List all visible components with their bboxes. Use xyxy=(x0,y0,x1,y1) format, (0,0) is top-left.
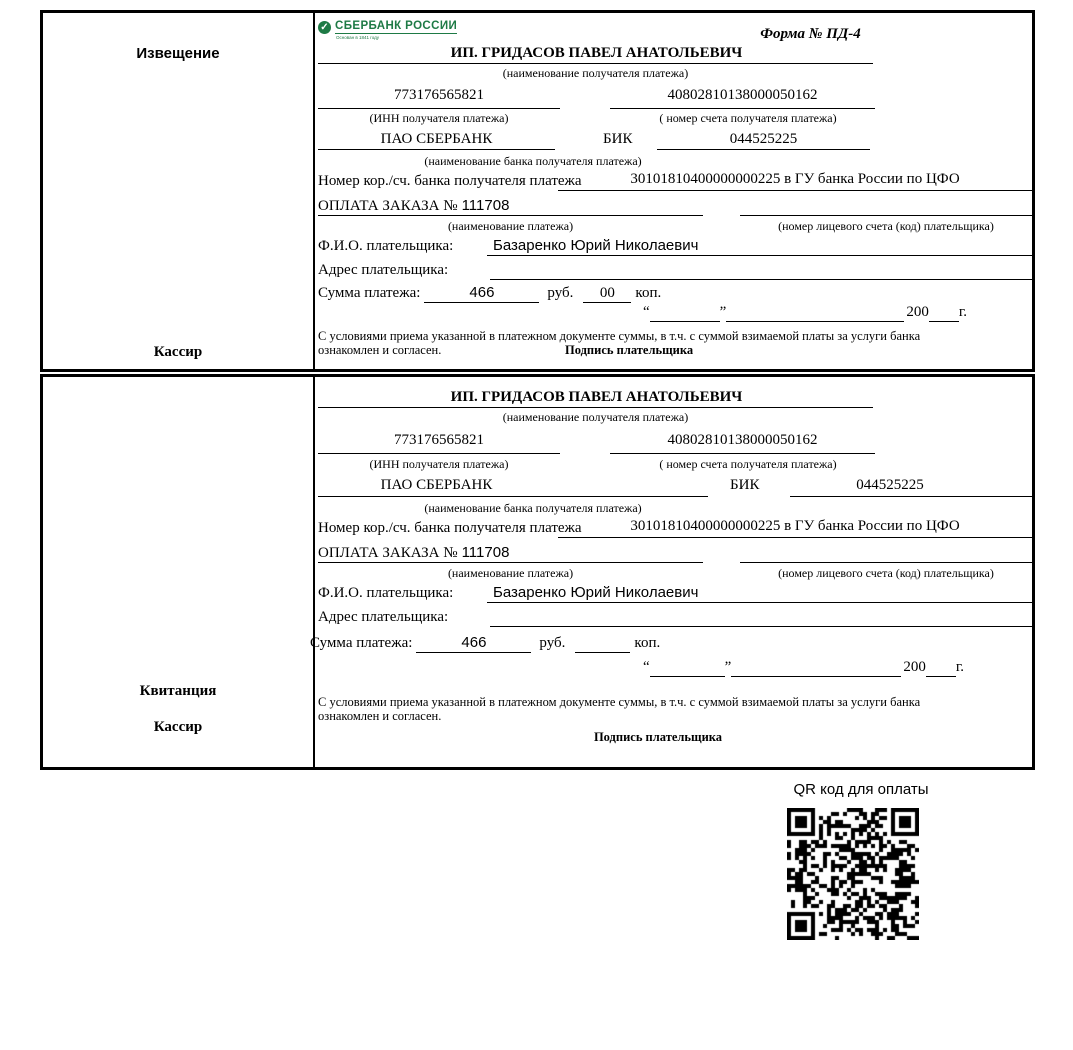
kop-label-2: коп. xyxy=(634,635,661,651)
payer-name-2: Базаренко Юрий Николаевич xyxy=(493,584,699,601)
year-suffix: г. xyxy=(958,304,968,320)
rub-label-2: руб. xyxy=(539,635,566,651)
agreement-line1: С условиями приема указанной в платежном документе суммы, в т.ч. с суммой взимаемой платы за услуги банка xyxy=(318,329,921,343)
bik-value-2: 044525225 xyxy=(856,477,924,493)
inn-value-2: 773176565821 xyxy=(394,432,484,448)
corr-value: 30101810400000000225 в ГУ банка России по ЦФО xyxy=(630,171,960,187)
receipt-left-column xyxy=(43,377,315,767)
bik-underline xyxy=(657,149,870,150)
recipient-underline xyxy=(318,63,873,64)
payer-name: Базаренко Юрий Николаевич xyxy=(493,237,699,254)
purpose-label-2: ОПЛАТА ЗАКАЗА № xyxy=(318,545,458,561)
agreement-line2: ознакомлен и согласен. xyxy=(318,343,442,357)
corr-underline-2 xyxy=(558,537,1032,538)
agreement-line1-2: С условиями приема указанной в платежном документе суммы, в т.ч. с суммой взимаемой платы за услуги банка xyxy=(318,695,921,709)
receipt-label: Квитанция xyxy=(139,683,217,699)
notice-section xyxy=(40,10,1035,372)
recipient-name-2: ИП. ГРИДАСОВ ПАВЕЛ АНАТОЛЬЕВИЧ xyxy=(450,389,743,405)
bank-underline xyxy=(318,149,555,150)
purpose-label: ОПЛАТА ЗАКАЗА № xyxy=(318,198,458,214)
cashier-label: Кассир xyxy=(153,344,203,360)
address-underline xyxy=(490,279,1032,280)
amount-row xyxy=(318,284,661,303)
account-caption: ( номер счета получателя платежа) xyxy=(659,111,837,125)
payer-code-caption-2: (номер лицевого счета (код) плательщика) xyxy=(778,566,994,580)
sberbank-logo-tagline: Основан в 1841 году xyxy=(336,35,380,40)
recipient-caption: (наименование получателя платежа) xyxy=(502,66,689,80)
quote-close: ” xyxy=(719,304,727,320)
notice-label: Извещение xyxy=(136,45,220,62)
inn-caption-2: (ИНН получателя платежа) xyxy=(369,457,509,471)
amount-kop-value: 00 xyxy=(599,285,615,301)
receipt-section xyxy=(40,374,1035,770)
payer-code-caption: (номер лицевого счета (код) плательщика) xyxy=(778,219,994,233)
account-underline-2 xyxy=(610,453,875,454)
qr-code xyxy=(787,808,919,940)
account-caption-2: ( номер счета получателя платежа) xyxy=(659,457,837,471)
qr-caption: QR код для оплаты xyxy=(793,781,929,798)
amount-row-2 xyxy=(310,634,660,653)
form-number: Форма № ПД-4 xyxy=(760,26,861,42)
corr-label-2: Номер кор./сч. банка получателя платежа xyxy=(318,520,582,536)
amount-kop-value-2 xyxy=(601,635,605,651)
order-number-2: 111708 xyxy=(461,544,510,561)
account-value: 40802810138000050162 xyxy=(667,87,818,103)
payer-signature-label-2: Подпись плательщика xyxy=(593,730,723,744)
purpose-underline xyxy=(318,215,703,216)
sberbank-logo-name: СБЕРБАНК РОССИИ xyxy=(335,20,458,32)
payer-code-underline xyxy=(740,215,1032,216)
cashier-label-2: Кассир xyxy=(153,719,203,735)
notice-left-column xyxy=(43,13,315,369)
inn-underline xyxy=(318,108,560,109)
inn-value: 773176565821 xyxy=(394,87,484,103)
amount-rub-value: 466 xyxy=(469,284,495,301)
sberbank-logo-icon: ✓ xyxy=(318,21,331,34)
address-underline-2 xyxy=(490,626,1032,627)
year-prefix-2: 200 xyxy=(903,659,926,675)
amount-label: Сумма платежа: xyxy=(318,285,421,301)
purpose-underline-2 xyxy=(318,562,703,563)
payment-purpose xyxy=(318,197,509,215)
corr-underline xyxy=(558,190,1032,191)
quote-close-2: ” xyxy=(724,659,732,675)
bank-underline-2 xyxy=(318,496,708,497)
date-row-2 xyxy=(643,658,964,677)
agreement-line2-2: ознакомлен и согласен. xyxy=(318,709,442,723)
quote-open: “ xyxy=(643,304,650,320)
recipient-name: ИП. ГРИДАСОВ ПАВЕЛ АНАТОЛЬЕВИЧ xyxy=(450,45,743,61)
year-suffix-2: г. xyxy=(955,659,965,675)
bank-name: ПАО СБЕРБАНК xyxy=(380,131,493,147)
year-prefix: 200 xyxy=(906,304,929,320)
fio-label: Ф.И.О. плательщика: xyxy=(318,238,454,254)
payer-code-underline-2 xyxy=(740,562,1032,563)
quote-open-2: “ xyxy=(643,659,650,675)
payer-signature-label: Подпись плательщика xyxy=(565,343,694,357)
purpose-caption-2: (наименование платежа) xyxy=(447,566,574,580)
purpose-caption: (наименование платежа) xyxy=(447,219,574,233)
inn-underline-2 xyxy=(318,453,560,454)
bank-name-2: ПАО СБЕРБАНК xyxy=(380,477,493,493)
bik-label: БИК xyxy=(603,131,633,147)
amount-label-2: Сумма платежа: xyxy=(310,635,413,651)
payer-underline xyxy=(487,255,1032,256)
corr-value-2: 30101810400000000225 в ГУ банка России по ЦФО xyxy=(630,518,960,534)
fio-label-2: Ф.И.О. плательщика: xyxy=(318,585,454,601)
corr-label: Номер кор./сч. банка получателя платежа xyxy=(318,173,582,189)
order-number: 111708 xyxy=(461,197,510,214)
payment-purpose-2 xyxy=(318,544,509,562)
address-label: Адрес плательщика: xyxy=(318,262,449,278)
rub-label: руб. xyxy=(547,285,574,301)
bik-value: 044525225 xyxy=(729,131,798,147)
account-value-2: 40802810138000050162 xyxy=(667,432,818,448)
sberbank-logo xyxy=(318,20,457,40)
kop-label: коп. xyxy=(635,285,662,301)
account-underline xyxy=(610,108,875,109)
bank-caption-2: (наименование банка получателя платежа) xyxy=(424,501,642,515)
bank-caption: (наименование банка получателя платежа) xyxy=(424,154,642,168)
inn-caption: (ИНН получателя платежа) xyxy=(369,111,509,125)
bik-label-2: БИК xyxy=(730,477,760,493)
recipient-caption-2: (наименование получателя платежа) xyxy=(502,410,689,424)
recipient-underline-2 xyxy=(318,407,873,408)
payer-underline-2 xyxy=(487,602,1032,603)
bik-underline-2 xyxy=(790,496,1032,497)
date-row xyxy=(643,303,967,322)
amount-rub-value-2: 466 xyxy=(461,634,487,651)
address-label-2: Адрес плательщика: xyxy=(318,609,449,625)
